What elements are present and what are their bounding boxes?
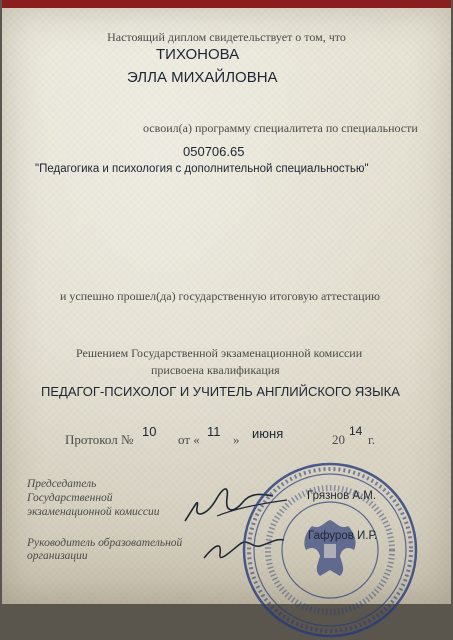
- protocol-label: Протокол №: [65, 432, 134, 447]
- qualification: ПЕДАГОГ-ПСИХОЛОГ И УЧИТЕЛЬ АНГЛИЙСКОГО ЯЗЫКА: [41, 384, 400, 399]
- protocol-year-prefix: 20: [332, 432, 345, 447]
- graduate-name: ЭЛЛА МИХАЙЛОВНА: [127, 69, 278, 86]
- chair-label-line-2: Государственной: [27, 492, 113, 504]
- chair-label-line-1: Председатель: [27, 478, 97, 490]
- protocol-close-quote: »: [233, 432, 240, 447]
- specialty-code: 050706.65: [183, 144, 245, 159]
- diploma-page: [2, 0, 451, 604]
- protocol-from-label: от «: [178, 432, 200, 447]
- chair-label-line-3: экзаменационной комиссии: [27, 506, 160, 518]
- graduate-surname: ТИХОНОВА: [156, 46, 240, 63]
- attestation-text: и успешно прошел(да) государственную итоговую аттестацию: [60, 289, 380, 303]
- head-label-line-2: организации: [27, 550, 88, 562]
- intro-text: Настоящий диплом свидетельствует о том, что: [107, 30, 346, 44]
- specialty-name: "Педагогика и психология с дополнительной специальностью": [35, 163, 369, 175]
- commission-line-2: присвоена квалификация: [151, 363, 280, 377]
- protocol-year-suffix: 14: [349, 424, 363, 438]
- head-name: Гафуров И.Р.: [308, 530, 378, 542]
- protocol-number: 10: [142, 424, 157, 439]
- protocol-day: 11: [207, 424, 221, 439]
- head-label-line-1: Руководитель образовательной: [27, 537, 183, 549]
- protocol-year-end: г.: [368, 432, 376, 447]
- program-text: освоил(а) программу специалитета по специальности: [143, 121, 418, 135]
- official-seal: [240, 460, 420, 640]
- protocol-month: июня: [252, 426, 284, 441]
- chair-name: Грязнов А.М.: [307, 490, 377, 502]
- commission-line-1: Решением Государственной экзаменационной комиссии: [76, 346, 363, 360]
